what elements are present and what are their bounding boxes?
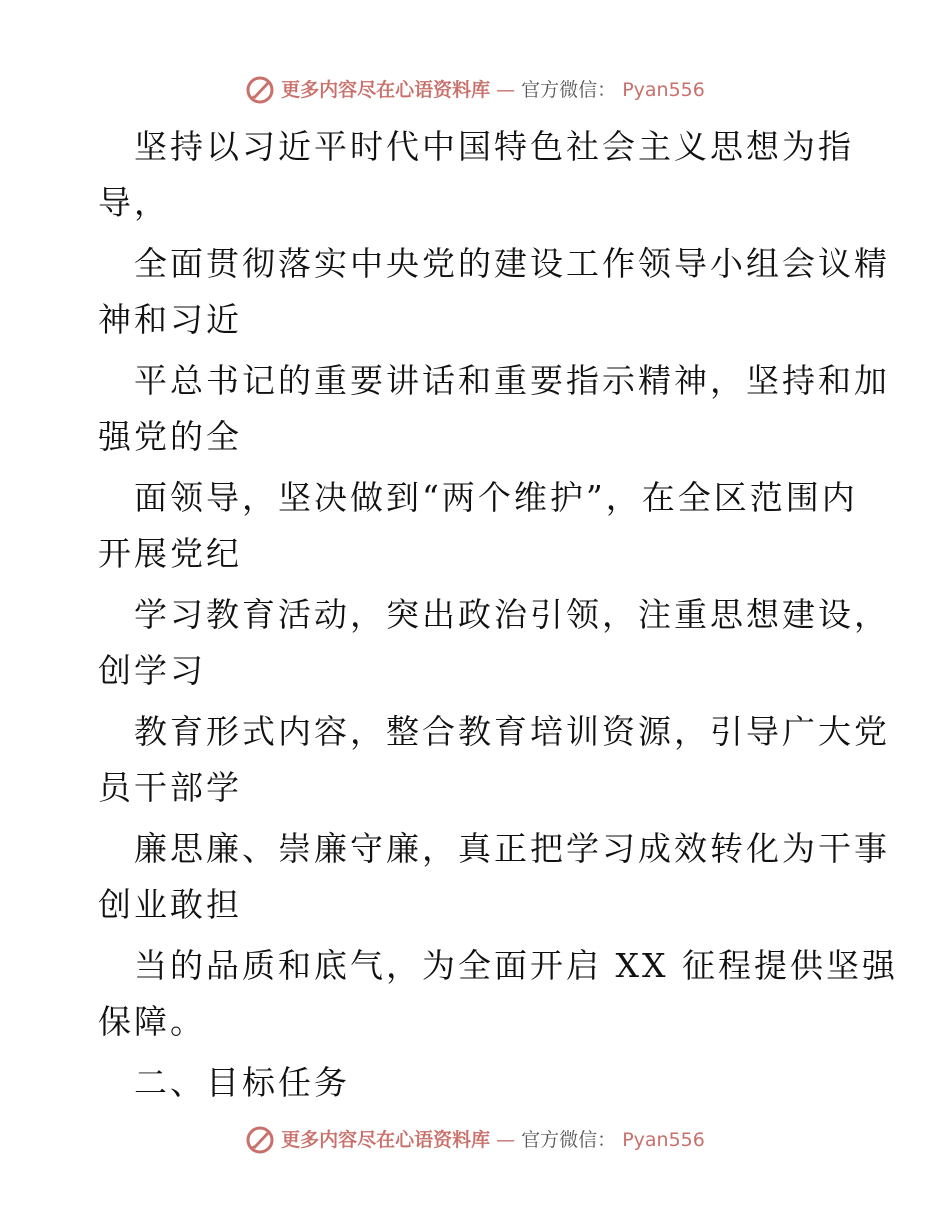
body-line-5: 平总书记的重要讲话和重要指示精神，坚持和加: [134, 361, 890, 400]
section-heading: 二、目标任务: [134, 1063, 350, 1102]
watermark-dash: —: [496, 78, 516, 101]
body-line-13: 廉思廉、崇廉守廉，真正把学习成效转化为干事: [134, 829, 890, 868]
footer-watermark: [0, 1120, 950, 1160]
body-line-16: 保障。: [98, 1002, 206, 1041]
body-line-14: 创业敢担: [98, 885, 242, 924]
watermark-wechat-id: Pyan556: [622, 78, 705, 101]
watermark-dash: —: [496, 1128, 516, 1151]
body-line-7: 面领导，坚决做到“两个维护”，在全区范围内: [134, 478, 858, 517]
body-line-2: 导，: [98, 183, 170, 222]
watermark-wechat-id: Pyan556: [622, 1128, 705, 1151]
quill-logo-icon: [245, 1125, 275, 1155]
watermark-wechat-label: 官方微信：: [521, 78, 617, 101]
body-line-10: 创学习: [98, 651, 206, 690]
body-line-12: 员干部学: [98, 768, 242, 807]
body-line-8: 开展党纪: [98, 534, 242, 573]
body-line-9: 学习教育活动，突出政治引领，注重思想建设，: [134, 595, 890, 634]
watermark-lead-text: 更多内容尽在心语资料库: [281, 78, 491, 101]
body-line-11: 教育形式内容，整合教育培训资源，引导广大党: [134, 712, 890, 751]
header-watermark: [0, 70, 950, 110]
body-line-6: 强党的全: [98, 417, 242, 456]
body-line-1: 坚持以习近平时代中国特色社会主义思想为指: [134, 127, 854, 166]
body-line-15: 当的品质和底气，为全面开启 XX 征程提供坚强: [134, 946, 898, 985]
watermark-wechat-label: 官方微信：: [521, 1128, 617, 1151]
quill-logo-icon: [245, 75, 275, 105]
body-line-4: 神和习近: [98, 300, 242, 339]
body-line-3: 全面贯彻落实中央党的建设工作领导小组会议精: [134, 244, 890, 283]
watermark-lead-text: 更多内容尽在心语资料库: [281, 1128, 491, 1151]
